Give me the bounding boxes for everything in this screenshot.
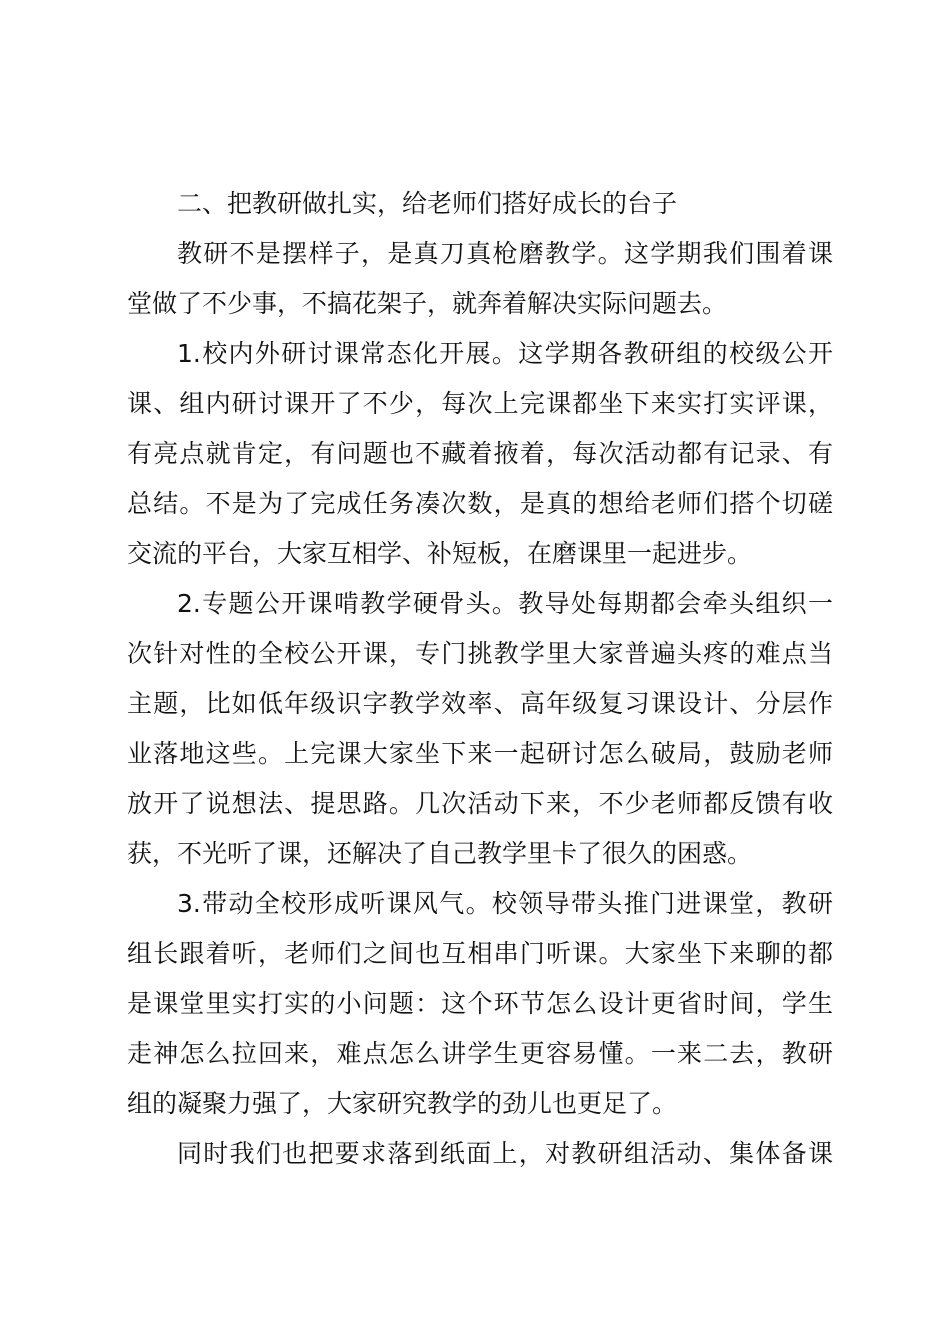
paragraph-line: 是课堂里实打实的小问题：这个环节怎么设计更省时间，学生 xyxy=(127,989,833,1018)
paragraph-line: 课、组内研讨课开了不少，每次上完课都坐下来实打实评课， xyxy=(127,389,833,418)
paragraph-line: 3.带动全校形成听课风气。校领导带头推门进课堂，教研 xyxy=(177,889,833,918)
paragraph-line: 堂做了不少事，不搞花架子，就奔着解决实际问题去。 xyxy=(127,289,728,318)
paragraph-line: 放开了说想法、提思路。几次活动下来，不少老师都反馈有收 xyxy=(127,789,833,818)
paragraph-line: 1.校内外研讨课常态化开展。这学期各教研组的校级公开 xyxy=(177,339,833,368)
paragraph-intro xyxy=(127,229,833,329)
paragraph-line: 教研不是摆样子，是真刀真枪磨教学。这学期我们围着课 xyxy=(177,239,833,268)
paragraph-item-1 xyxy=(127,329,833,579)
section-heading: 二、把教研做扎实，给老师们搭好成长的台子 xyxy=(177,189,678,218)
paragraph-line: 组长跟着听，老师们之间也互相串门听课。大家坐下来聊的都 xyxy=(127,939,833,968)
paragraph-line: 业落地这些。上完课大家坐下来一起研讨怎么破局，鼓励老师 xyxy=(127,739,833,768)
paragraph-line: 组的凝聚力强了，大家研究教学的劲儿也更足了。 xyxy=(127,1089,678,1118)
paragraph-closing xyxy=(127,1129,833,1179)
document-body xyxy=(127,179,833,1179)
paragraph-line: 有亮点就肯定，有问题也不藏着掖着，每次活动都有记录、有 xyxy=(127,439,833,468)
paragraph-line: 同时我们也把要求落到纸面上，对教研组活动、集体备课 xyxy=(177,1139,833,1168)
paragraph-line: 次针对性的全校公开课，专门挑教学里大家普遍头疼的难点当 xyxy=(127,639,833,668)
paragraph-line: 主题，比如低年级识字教学效率、高年级复习课设计、分层作 xyxy=(127,689,833,718)
paragraph-line: 获，不光听了课，还解决了自己教学里卡了很久的困惑。 xyxy=(127,839,753,868)
paragraph-line: 2.专题公开课啃教学硬骨头。教导处每期都会牵头组织一 xyxy=(177,589,833,618)
paragraph-line: 走神怎么拉回来，难点怎么讲学生更容易懂。一来二去，教研 xyxy=(127,1039,833,1068)
paragraph-line: 交流的平台，大家互相学、补短板，在磨课里一起进步。 xyxy=(127,539,753,568)
paragraph-line: 总结。不是为了完成任务凑次数，是真的想给老师们搭个切磋 xyxy=(127,489,833,518)
paragraph-item-2 xyxy=(127,579,833,879)
paragraph-item-3 xyxy=(127,879,833,1129)
